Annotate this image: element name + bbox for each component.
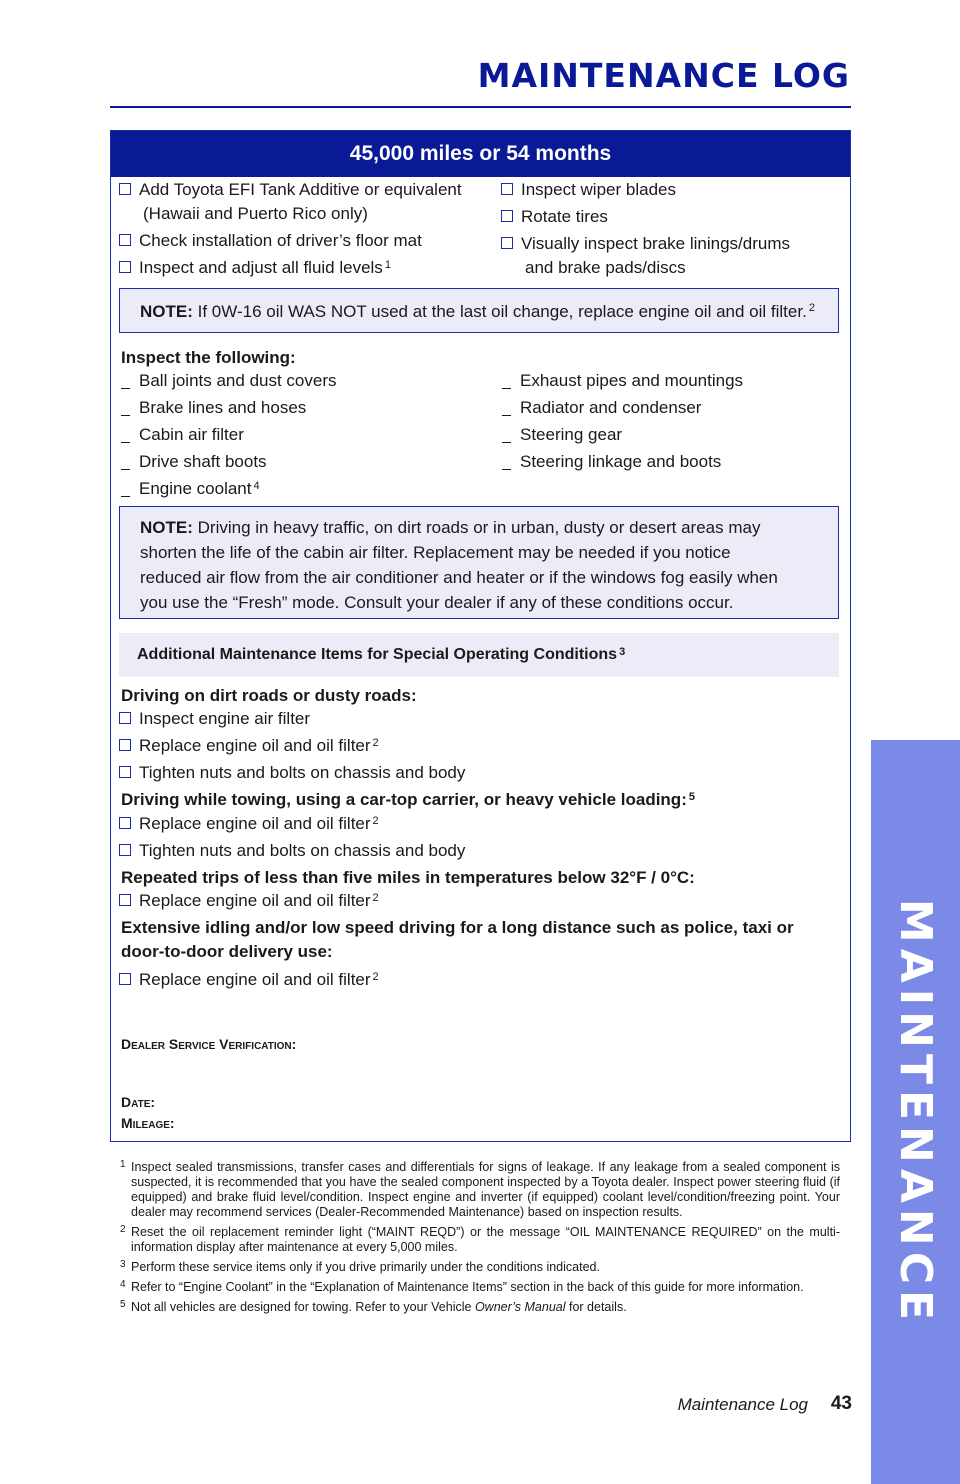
inspect-item: Steering gear [502, 423, 622, 447]
checkbox-icon[interactable] [119, 894, 131, 906]
checklist-item[interactable]: Replace engine oil and oil filter $^2$ [119, 812, 379, 836]
checklist-item[interactable]: Add Toyota EFI Tank Additive or equivalent (Hawaii and Puerto Rico only) [119, 178, 462, 226]
checklist-item[interactable]: Tighten nuts and bolts on chassis and body [119, 761, 465, 785]
checkbox-icon[interactable] [119, 973, 131, 985]
checklist-item[interactable]: Inspect engine air filter [119, 707, 310, 731]
checkbox-icon[interactable] [119, 739, 131, 751]
side-tab-label: MAINTENANCE [890, 898, 941, 1326]
inspect-item: Engine coolant $^4$ [121, 477, 260, 501]
checklist-item[interactable]: Inspect and adjust all fluid levels $^1$ [119, 256, 391, 280]
mileage-label: Mileage: [121, 1115, 175, 1131]
checklist-item[interactable]: Check installation of driver’s floor mat [119, 229, 422, 253]
checklist-item[interactable]: Rotate tires [501, 205, 608, 229]
date-label: Date: [121, 1094, 156, 1110]
checklist-item[interactable]: Inspect wiper blades [501, 178, 676, 202]
checkbox-icon[interactable] [119, 766, 131, 778]
title-rule [110, 106, 851, 108]
checkbox-icon[interactable] [119, 712, 131, 724]
checklist-item[interactable]: Tighten nuts and bolts on chassis and body [119, 839, 465, 863]
checkbox-icon[interactable] [119, 234, 131, 246]
dirt-roads-heading: Driving on dirt roads or dusty roads: [121, 686, 417, 705]
checkbox-icon[interactable] [119, 183, 131, 195]
checkbox-icon[interactable] [119, 844, 131, 856]
checklist-item[interactable]: Visually inspect brake linings/drums and brake pads/discs [501, 232, 790, 280]
footnote: 2 Reset the oil replacement reminder light (“MAINT REQD”) or the message “OIL MAINTENANCE REQUIRED” on the multi-information display after maintenance at every 5,000 miles. [120, 1224, 840, 1254]
page-title: MAINTENANCE LOG [477, 56, 850, 95]
inspect-item: Exhaust pipes and mountings [502, 369, 743, 393]
footnote: 1 Inspect sealed transmissions, transfer cases and differentials for signs of leakage. If any leakage from a sealed component is suspected, it is recommended that you have the sealed component inspected by a Toyota dealer. Inspect power steering fluid (if equipped) and brake fluid level/condition. Inspect engine and inverter (if equipped) coolant level/condition/freezing point. Your dealer may recommend services (Dealer-Recommended Maintenance) based on inspection results. [120, 1159, 840, 1219]
footnote: 4 Refer to “Engine Coolant” in the “Explanation of Maintenance Items” section in the back of this guide for more information. [120, 1279, 804, 1294]
checkbox-icon[interactable] [119, 817, 131, 829]
footnote: 5 Not all vehicles are designed for towing. Refer to your Vehicle Owner’s Manual for details. [120, 1299, 627, 1314]
page-number: 43 [830, 1393, 852, 1414]
idling-heading: Extensive idling and/or low speed driving for a long distance such as police, taxi or door-to-door delivery use: [121, 918, 794, 961]
checklist-item[interactable]: Replace engine oil and oil filter $^2$ [119, 968, 379, 992]
checkbox-icon[interactable] [501, 237, 513, 249]
towing-heading: Driving while towing, using a car-top carrier, or heavy vehicle loading: $^5$ [121, 790, 695, 809]
interval-header: 45,000 miles or 54 months [111, 131, 850, 177]
inspect-item: Ball joints and dust covers [121, 369, 337, 393]
inspect-item: Cabin air filter [121, 423, 244, 447]
maintenance-interval-box [110, 130, 851, 1142]
additional-maintenance-heading: Additional Maintenance Items for Special Operating Conditions $^3$ [119, 633, 839, 677]
checkbox-icon[interactable] [501, 183, 513, 195]
checklist-item[interactable]: Replace engine oil and oil filter $^2$ [119, 889, 379, 913]
inspect-item: Brake lines and hoses [121, 396, 306, 420]
checkbox-icon[interactable] [119, 261, 131, 273]
inspect-heading: Inspect the following: [121, 348, 296, 367]
inspect-item: Drive shaft boots [121, 450, 267, 474]
note-oil: NOTE: If 0W-16 oil WAS NOT used at the last oil change, replace engine oil and oil filter. $^2$ [119, 288, 839, 333]
note-cabin-filter: NOTE: Driving in heavy traffic, on dirt roads or in urban, dusty or desert areas may shorten the life of the cabin air filter. Replacement may be needed if you notice reduced air flow from the air conditioner and heater or if the windows fog easily when you use the “Fresh” mode. Consult your dealer if any of these conditions occur. [119, 506, 839, 619]
short-trips-heading: Repeated trips of less than five miles in temperatures below 32°F / 0°C: [121, 868, 695, 887]
checkbox-icon[interactable] [501, 210, 513, 222]
inspect-item: Steering linkage and boots [502, 450, 721, 474]
inspect-item: Radiator and condenser [502, 396, 701, 420]
checklist-item[interactable]: Replace engine oil and oil filter $^2$ [119, 734, 379, 758]
footnote: 3 Perform these service items only if you drive primarily under the conditions indicated. [120, 1259, 600, 1274]
footnotes [120, 1160, 840, 1320]
footer-section-label: Maintenance Log [677, 1395, 808, 1414]
section-side-tab[interactable] [871, 740, 960, 1484]
dealer-verification-label: Dealer Service Verification: [121, 1036, 297, 1052]
